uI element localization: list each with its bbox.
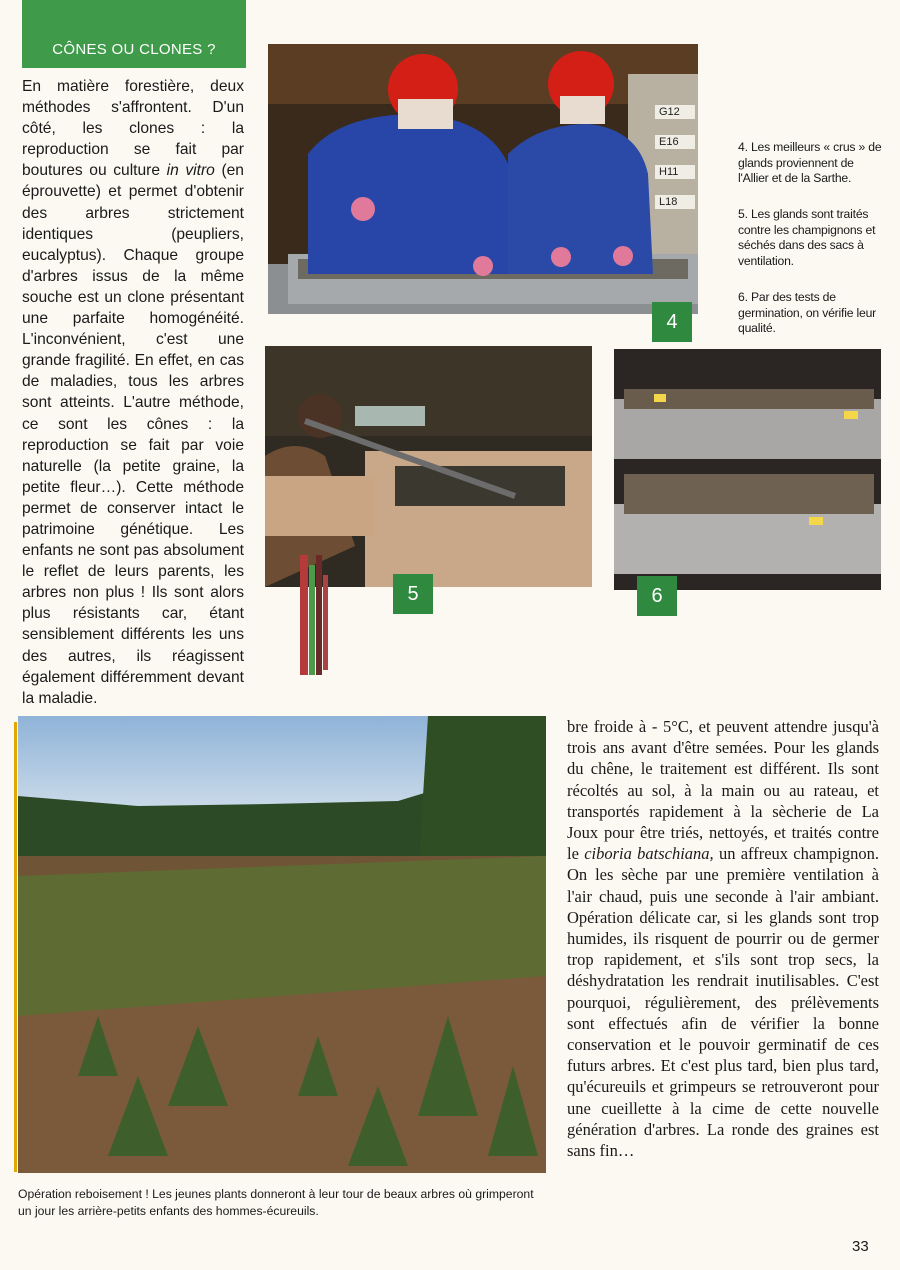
right-article-column xyxy=(567,716,879,1161)
left-text-italic: in vitro xyxy=(166,162,215,180)
caption-photo-5: 5. Les glands sont traités contre les champignons et séchés dans des sacs à ventilation. xyxy=(738,207,876,268)
shelf-label: E16 xyxy=(655,135,695,149)
decorative-stripe xyxy=(300,555,330,675)
caption-reforestation: Opération reboisement ! Les jeunes plants donneront à leur tour de beaux arbres où grimperont un jour les arrière-petits enfants des hommes-écureuils. xyxy=(18,1187,534,1218)
photo-number-badge: 5 xyxy=(393,574,433,614)
left-text-part-1: En matière forestière, deux méthodes s'affrontent. D'un côté, les clones : la reproduction se fait par boutures ou culture xyxy=(22,78,244,180)
photo-reforestation xyxy=(18,716,546,1173)
right-text-part-1: bre froide à - 5°C, et peuvent attendre jusqu'à trois ans avant d'être semées. Pour les glands du chêne, le traitement est différent. Ils sont récoltés au sol, à la main ou au rateau, et transportés rapidement à la sècherie de La Joux pour être triés, nettoyés, et traités contre le xyxy=(567,717,879,864)
left-text-part-2: (en éprouvette) et permet d'obtenir des arbres strictement identiques (peupliers, eucalyptus). Chaque groupe d'arbres issus de la même souche est un clone présentant une parfaite homogénéité. L'inconvénient, c'est une grande fragilité. En effet, en cas de maladies, tous les arbres sont atteints. L'autre méthode, ce sont les cônes : la reproduction se fait par voie naturelle (la petite graine, la petite fleur…). Cette méthode permet de conserver intact le patrimoine génétique. Les enfants ne sont pas absolument le reflet de leurs parents, les arbres non plus ! Ils sont alors plus résistants car, étant sensiblement différents les uns des autres, ils réagissent également différemment devant la maladie. xyxy=(22,162,244,707)
right-text-italic: ciboria batschiana, xyxy=(584,844,714,864)
section-header xyxy=(22,0,246,68)
caption-photo-4: 4. Les meilleurs « crus » de glands proviennent de l'Allier et de la Sarthe. xyxy=(738,140,882,185)
page-number: 33 xyxy=(852,1238,869,1255)
photo-acorn-drying xyxy=(265,346,592,587)
caption-photo-6: 6. Par des tests de germination, on vérifie leur qualité. xyxy=(738,290,877,335)
photo-acorn-sorting xyxy=(268,44,698,314)
shelf-label: G12 xyxy=(655,105,695,119)
section-title: CÔNES OU CLONES ? xyxy=(52,41,216,58)
photo-number-badge: 4 xyxy=(652,302,692,342)
shelf-label: H11 xyxy=(655,165,695,179)
right-text-part-2: un affreux champignon. On les sèche par une première ventilation à l'air chaud, puis une seconde à l'air ambiant. Opération délicate car, si les glands sont trop humides, ils risquent de pourrir ou de germer trop rapidement, et s'ils sont trop secs, la déshydratation les rendrait inutilisables. C'est pourquoi, régulièrement, des prélèvements sont effectués afin de vérifier la bonne conservation et le pouvoir germinatif de ces futurs arbres. Et c'est plus tard, bien plus tard, qu'écureuils et grimpeurs se retrouveront pour une cueillette à la cime de cette nouvelle génération d'arbres. La ronde des graines est sans fin… xyxy=(567,844,880,1161)
photo-number-badge: 6 xyxy=(637,576,677,616)
photo-germination-trays xyxy=(614,349,881,590)
left-article-column xyxy=(22,76,244,709)
shelf-labels xyxy=(655,105,695,235)
shelf-label: L18 xyxy=(655,195,695,209)
yellow-rule xyxy=(14,722,17,1172)
